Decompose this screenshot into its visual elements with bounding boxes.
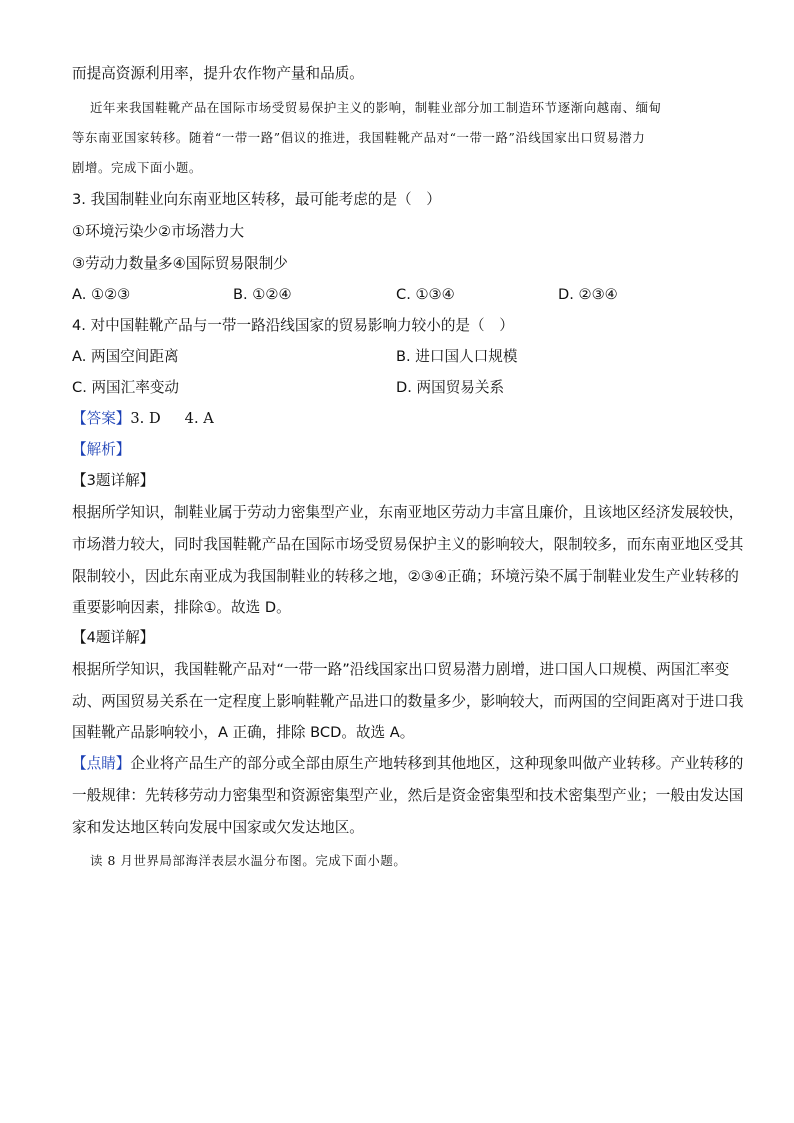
detail-4-line-2: 动、两国贸易关系在一定程度上影响鞋靴产品进口的数量多少，影响较大，而两国的空间距离对于进口我: [72, 693, 744, 710]
detail-3-title: 【3题详解】: [72, 472, 155, 489]
passage-line-1: 近年来我国鞋靴产品在国际市场受贸易保护主义的影响，制鞋业部分加工制造环节逐渐向越南、缅甸: [90, 100, 662, 115]
detail-3-line-2: 市场潜力较大，同时我国鞋靴产品在国际市场受贸易保护主义的影响较大，限制较多，而东南亚地区受其: [72, 536, 744, 553]
passage-line-3: 剧增。完成下面小题。: [72, 160, 202, 175]
next-passage-text: 读 8 月世界局部海洋表层水温分布图。完成下面小题。: [90, 853, 407, 868]
answer-4: 4. A: [184, 410, 214, 427]
detail-3-line-1: 根据所学知识，制鞋业属于劳动力密集型产业，东南亚地区劳动力丰富且廉价，且该地区经济发展较快，: [72, 504, 744, 521]
q3-option-a: A. ①②③: [72, 286, 131, 303]
answer-line: [72, 409, 722, 429]
q3-option-c: C. ①③④: [396, 286, 455, 303]
q4-option-d: D. 两国贸易关系: [396, 379, 505, 396]
q4-option-b: B. 进口国人口规模: [396, 348, 518, 365]
q3-option-d: D. ②③④: [558, 286, 618, 303]
tip-label: 【点睛】: [72, 755, 131, 772]
detail-4-line-3: 国鞋靴产品影响较小，A 正确，排除 BCD。故选 A。: [72, 724, 415, 741]
detail-3-line-4: 重要影响因素，排除①。故选 D。: [72, 599, 291, 616]
tip-line-1-text: 企业将产品生产的部分或全部由原生产地转移到其他地区，这种现象叫做产业转移。产业转移的: [130, 755, 744, 772]
detail-4-line-1: 根据所学知识，我国鞋靴产品对“一带一路”沿线国家出口贸易潜力剧增，进口国人口规模、两国汇率变: [72, 661, 730, 678]
detail-3-line-3: 限制较小，因此东南亚成为我国制鞋业的转移之地，②③④正确；环境污染不属于制鞋业发生产业转移的: [72, 568, 739, 585]
tip-line-3: 家和发达地区转向发展中国家或欠发达地区。: [72, 819, 364, 836]
question-4-stem: 4. 对中国鞋靴产品与一带一路沿线国家的贸易影响力较小的是（ ）: [72, 317, 514, 334]
question-3-item-1: ①环境污染少②市场潜力大: [72, 223, 245, 240]
passage-line-2: 等东南亚国家转移。随着“一带一路”倡议的推进，我国鞋靴产品对“一带一路”沿线国家出口贸易潜力: [72, 130, 646, 145]
detail-4-title: 【4题详解】: [72, 629, 155, 646]
q4-option-a: A. 两国空间距离: [72, 348, 179, 365]
question-3-item-2: ③劳动力数量多④国际贸易限制少: [72, 255, 288, 272]
tip-line-2: 一般规律：先转移劳动力密集型和资源密集型产业，然后是资金密集型和技术密集型产业；一般由发达国: [72, 787, 744, 804]
answer-3: 3. D: [130, 410, 161, 427]
q3-option-b: B. ①②④: [233, 286, 292, 303]
intro-tail-text: 而提高资源利用率，提升农作物产量和品质。: [72, 65, 364, 82]
question-3-stem: 3. 我国制鞋业向东南亚地区转移，最可能考虑的是（ ）: [72, 191, 441, 208]
tip-line-1: [72, 754, 744, 774]
q4-option-c: C. 两国汇率变动: [72, 379, 180, 396]
analysis-label: 【解析】: [72, 441, 131, 458]
answer-label: 【答案】: [72, 410, 131, 427]
